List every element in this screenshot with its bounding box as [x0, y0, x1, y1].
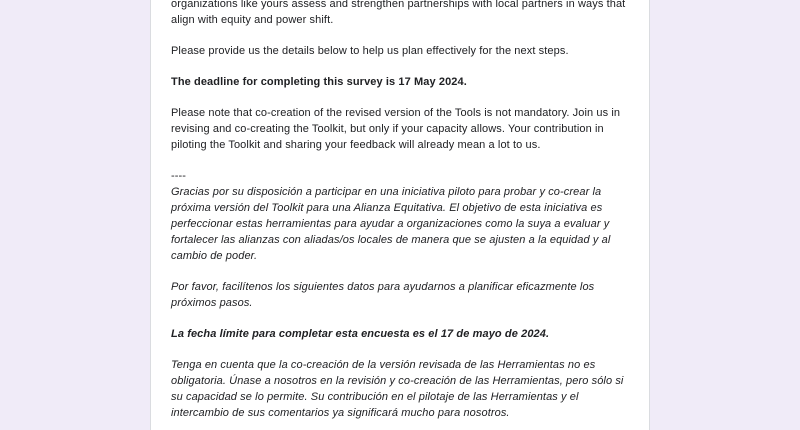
form-description [151, 0, 649, 421]
intro-text-es: Gracias por su disposición a participar en una iniciativa piloto para probar y co-crear la próxima versión del Toolkit para una Alianza Equitativa. El objetivo de esta iniciativa es perfeccionar estas herramientas para ayudar a organizaciones como la suya a evaluar y fortalecer las alianzas con aliadas/os locales de manera que se ajusten a la equidad y al cambio de poder. [171, 186, 611, 262]
note-en: Please note that co-creation of the revised version of the Tools is not mandatory. Join us in revising and co-creating the Toolkit, but only if your capacity allows. Your contribution in piloting the Toolkit and sharing your feedback will already mean a lot to us. [171, 107, 621, 151]
intro-text-en: organizations like yours assess and strengthen partnerships with local partners in ways that align with equity and power shift. [171, 0, 626, 26]
language-separator: ---- [171, 170, 187, 182]
form-description-card [150, 0, 650, 430]
deadline-en: The deadline for completing this survey is 17 May 2024. [171, 76, 467, 88]
deadline-es: La fecha límite para completar esta encuesta es el 17 de mayo de 2024. [171, 328, 550, 340]
details-request-en: Please provide us the details below to help us plan effectively for the next steps. [171, 45, 569, 57]
details-request-es: Por favor, facilítenos los siguientes datos para ayudarnos a planificar eficazmente los próximos pasos. [171, 281, 595, 309]
note-es: Tenga en cuenta que la co-creación de la versión revisada de las Herramientas no es obligatoria. Únase a nosotros en la revisión y co-creación de las Herramientas, pero sólo si su capacidad se lo permite. Su contribución en el pilotaje de las Herramientas y el intercambio de sus comentarios ya significará mucho para nosotros. [171, 359, 624, 419]
